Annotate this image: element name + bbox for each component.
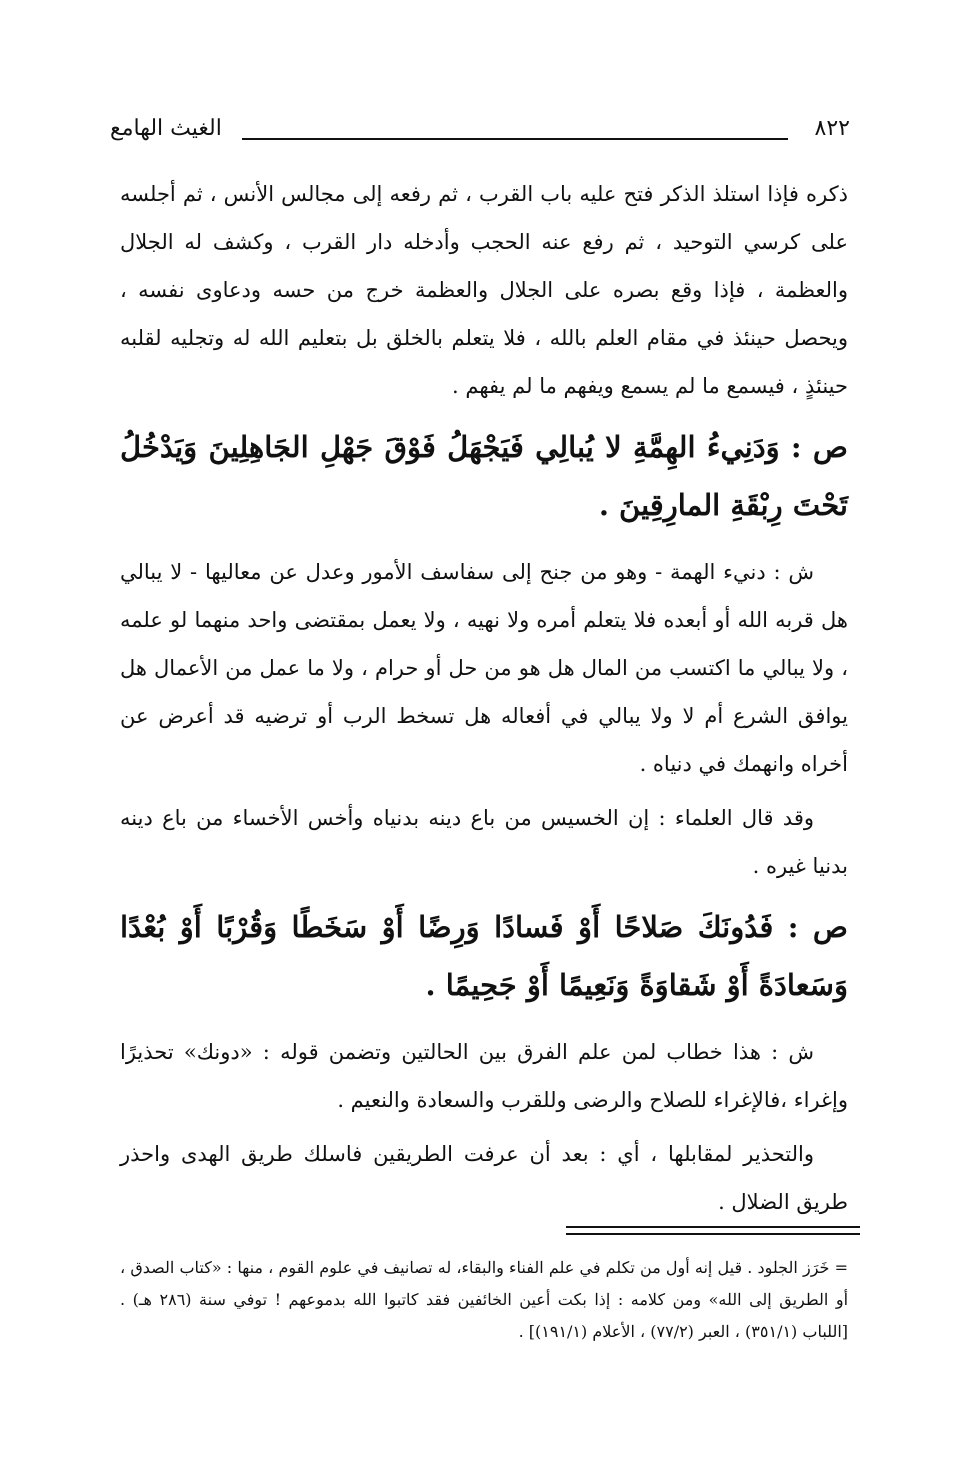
running-title: الغيث الهامع	[110, 116, 222, 141]
main-text	[120, 170, 848, 1226]
commentary-paragraph-5: والتحذير لمقابلها ، أي : بعد أن عرفت الطريقين فاسلك طريق الهدى واحذر طريق الضلال .	[120, 1142, 848, 1214]
commentary-paragraph-4: ش : هذا خطاب لمن علم الفرق بين الحالتين وتضمن قوله : «دونك» تحذيرًا وإغراء ،فالإغراء للصلاح والرضى وللقرب والسعادة والنعيم .	[120, 1040, 848, 1112]
footnote-separator	[566, 1226, 860, 1235]
page-number: ٨٢٢	[814, 116, 850, 141]
page-header	[110, 114, 850, 154]
commentary-paragraph-3: وقد قال العلماء : إن الخسيس من باع دينه بدنياه وأخس الأخساء من باع دينه بدنيا غيره .	[120, 806, 848, 878]
commentary-paragraph-1: ذكره فإذا استلذ الذكر فتح عليه باب القرب ، ثم رفعه إلى مجالس الأنس ، ثم أجلسه على كرسي التوحيد ، ثم رفع عنه الحجب وأدخله دار القرب ، وكشف له الجلال والعظمة ، فإذا وقع بصره على الجلال والعظمة خرج من حسه ودعاوى نفسه ، ويحصل حينئذ في مقام العلم بالله ، فلا يتعلم بالخلق بل بتعليم الله له وتجليه لقلبه حينئذٍ ، فيسمع ما لم يسمع ويفهم ما لم يفهم .	[120, 182, 848, 398]
matn-paragraph-1: ص : وَدَنِيءُ الهِمَّةِ لا يُبالِي فَيَجْهَلُ فَوْقَ جَهْلِ الجَاهِلِينَ وَيَدْخُلُ تَحْتَ رِبْقَةِ المارِقِينَ .	[120, 430, 848, 522]
commentary-paragraph-2: ش : دنيء الهمة - وهو من جنح إلى سفاسف الأمور وعدل عن معاليها - لا يبالي هل قربه الله أو أبعده فلا يتعلم أمره ولا نهيه ، ولا يعمل بمقتضى واحد منهما لو علمه ، ولا يبالي ما اكتسب من المال هل هو من حل أو حرام ، ولا ما عمل من الأعمال هل يوافق الشرع أم لا ولا يبالي في أفعاله هل تسخط الرب أو ترضيه قد أعرض عن أخراه وانهمك في دنياه .	[120, 560, 848, 776]
footnote: = خَرَز الجلود . قيل إنه أول من تكلم في علم الفناء والبقاء، له تصانيف في علوم القوم ، منها : «كتاب الصدق ، أو الطريق إلى الله» ومن كلامه : إذا بكت أعين الخائفين فقد كاتبوا الله بدموعهم ! توفي سنة (٢٨٦ هـ) . [اللباب (٣٥١/١) ، العبر (٧٧/٢) ، الأعلام (١٩١/١)] .	[120, 1258, 849, 1341]
matn-paragraph-2: ص : فَدُونَكَ صَلاحًا أَوْ فَسادًا وَرِضًا أَوْ سَخَطًا وَقُرْبًا أَوْ بُعْدًا وَسَعادَةً أَوْ شَقاوَةً وَنَعِيمًا أَوْ جَحِيمًا .	[120, 910, 848, 1002]
header-rule	[242, 138, 788, 140]
